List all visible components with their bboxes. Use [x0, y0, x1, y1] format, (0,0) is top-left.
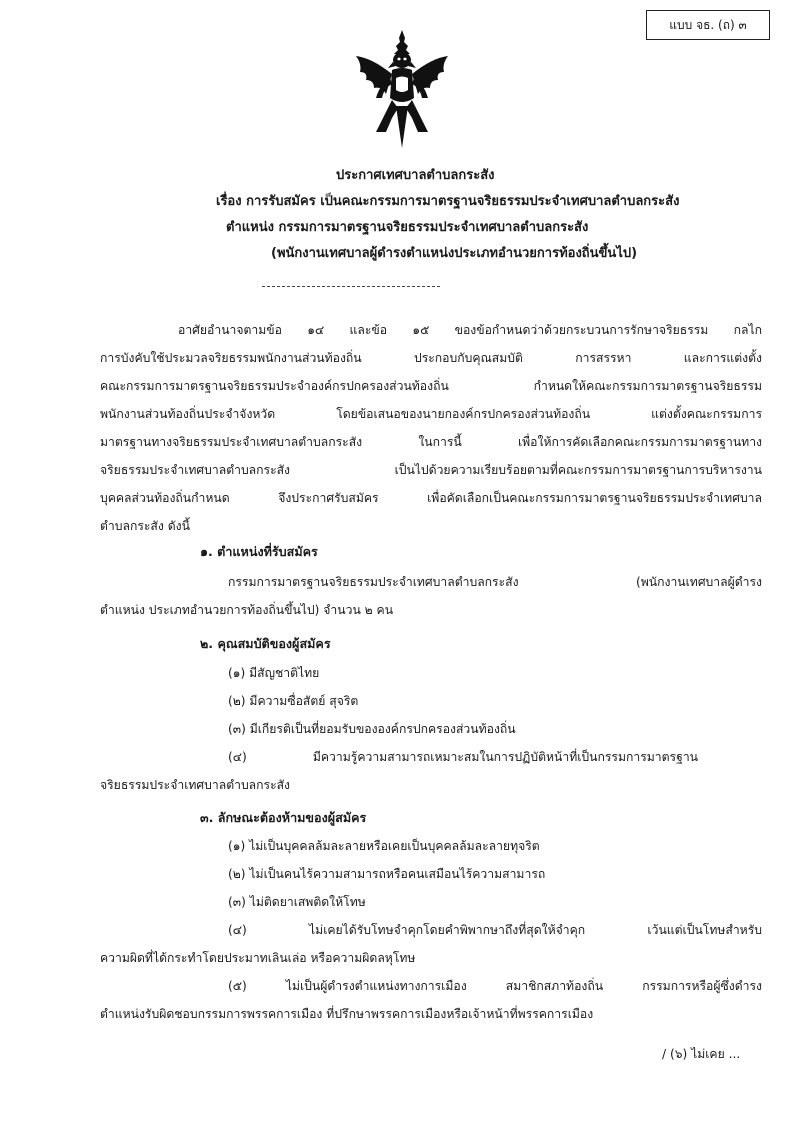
list-item-cont: ความผิดที่ได้กระทำโดยประมาทเลินเล่อ หรือความผิดลหุโทษ: [100, 951, 416, 965]
intro-line: มาตรฐานทางจริยธรรมประจำเทศบาลตำบลกระสัง ในการนี้ เพื่อให้การคัดเลือกคณะกรรมการมาตรฐานทาง: [100, 435, 762, 449]
garuda-emblem-icon: [352, 28, 452, 150]
position-line: ตำแหน่ง กรรมการมาตรฐานจริยธรรมประจำเทศบาลตำบลกระสัง: [226, 220, 589, 235]
section-2-title: ๒. คุณสมบัติของผู้สมัคร: [200, 636, 331, 651]
list-item: (๒) มีความซื่อสัตย์ สุจริต: [228, 694, 359, 708]
intro-line: พนักงานส่วนท้องถิ่นประจำจังหวัด โดยข้อเสนอของนายกองค์กรปกครองส่วนท้องถิ่น แต่งตั้งคณะกรรมการ: [100, 407, 762, 421]
list-item: (๑) มีสัญชาติไทย: [228, 666, 320, 680]
intro-line: การบังคับใช้ประมวลจริยธรรมพนักงานส่วนท้องถิ่น ประกอบกับคุณสมบัติ การสรรหา และการแต่งตั้ง: [100, 351, 762, 365]
intro-line: บุคคลส่วนท้องถิ่นกำหนด จึงประกาศรับสมัคร เพื่อคัดเลือกเป็นคณะกรรมการมาตรฐานจริยธรรมประจำเทศบาล: [100, 491, 762, 505]
intro-line: คณะกรรมการมาตรฐานจริยธรรมประจำองค์กรปกครองส่วนท้องถิ่น กำหนดให้คณะกรรมการมาตรฐานจริยธรรม: [100, 379, 762, 393]
list-item: (๕) ไม่เป็นผู้ดำรงตำแหน่งทางการเมือง สมาชิกสภาท้องถิ่น กรรมการหรือผู้ซึ่งดำรง: [228, 979, 762, 993]
section-1-title: ๑. ตำแหน่งที่รับสมัคร: [200, 544, 318, 559]
intro-line: ตำบลกระสัง ดังนี้: [100, 519, 190, 533]
list-item: (๑) ไม่เป็นบุคคลล้มละลายหรือเคยเป็นบุคคลล้มละลายทุจริต: [228, 839, 540, 853]
position-note: (พนักงานเทศบาลผู้ดำรงตำแหน่งประเภทอำนวยการท้องถิ่นขึ้นไป): [271, 246, 638, 261]
form-code-box: แบบ จธ. (ถ) ๓: [646, 10, 770, 40]
continuation-note: / (๖) ไม่เคย ...: [662, 1047, 741, 1061]
list-item: (๓) มีเกียรติเป็นที่ยอมรับขององค์กรปกครองส่วนท้องถิ่น: [228, 722, 516, 736]
divider: [262, 286, 440, 287]
section-1-text: ตำแหน่ง ประเภทอำนวยการท้องถิ่นขึ้นไป) จำนวน ๒ คน: [100, 603, 394, 617]
announcement-title: ประกาศเทศบาลตำบลกระสัง: [336, 168, 495, 183]
list-item: (๔) ไม่เคยได้รับโทษจำคุกโดยคำพิพากษาถึงที่สุดให้จำคุก เว้นแต่เป็นโทษสำหรับ: [228, 923, 762, 937]
intro-line: อาศัยอำนาจตามข้อ ๑๔ และข้อ ๑๕ ของข้อกำหนดว่าด้วยกระบวนการรักษาจริยธรรม กลไก: [178, 323, 762, 337]
list-item: (๒) ไม่เป็นคนไร้ความสามารถหรือคนเสมือนไร้ความสามารถ: [228, 867, 546, 881]
list-item: (๔) มีความรู้ความสามารถเหมาะสมในการปฏิบัติหน้าที่เป็นกรรมการมาตรฐาน: [228, 750, 698, 764]
subject-line: เรื่อง การรับสมัคร เป็นคณะกรรมการมาตรฐานจริยธรรมประจำเทศบาลตำบลกระสัง: [216, 194, 680, 209]
list-item-cont: จริยธรรมประจำเทศบาลตำบลกระสัง: [100, 778, 291, 792]
section-1-text: กรรมการมาตรฐานจริยธรรมประจำเทศบาลตำบลกระสัง (พนักงานเทศบาลผู้ดำรง: [228, 575, 762, 589]
list-item-cont: ตำแหน่งรับผิดชอบกรรมการพรรคการเมือง ที่ปรึกษาพรรคการเมืองหรือเจ้าหน้าที่พรรคการเมือง: [100, 1007, 594, 1021]
section-3-title: ๓. ลักษณะต้องห้ามของผู้สมัคร: [200, 810, 367, 825]
list-item: (๓) ไม่ติดยาเสพติดให้โทษ: [228, 895, 366, 909]
intro-line: จริยธรรมประจำเทศบาลตำบลกระสัง เป็นไปด้วยความเรียบร้อยตามที่คณะกรรมการมาตรฐานการบริหารงาน: [100, 463, 762, 477]
